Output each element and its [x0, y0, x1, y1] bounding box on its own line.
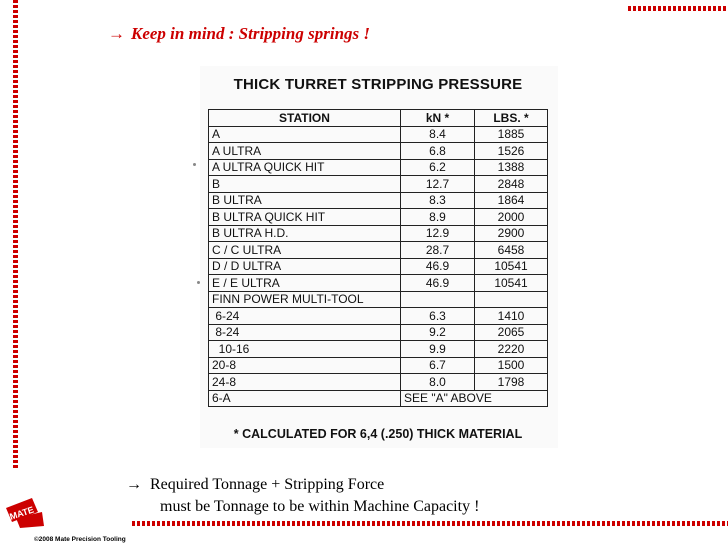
cell-station: 10-16	[209, 341, 401, 358]
cell-station: A ULTRA	[209, 143, 401, 160]
cell-kn: 8.3	[401, 192, 475, 209]
table-header-row	[209, 110, 548, 127]
cell-lbs: 10541	[475, 258, 548, 275]
table-row	[209, 159, 548, 176]
cell-station: 8-24	[209, 324, 401, 341]
cell-lbs: 1864	[475, 192, 548, 209]
table-row	[209, 258, 548, 275]
stripping-pressure-table	[208, 109, 548, 407]
cell-kn: 9.2	[401, 324, 475, 341]
logo-text: MATE	[8, 504, 36, 522]
cell-lbs	[475, 291, 548, 308]
table-row	[209, 291, 548, 308]
scan-speck	[193, 163, 196, 166]
decorative-border-left	[13, 0, 18, 470]
cell-kn: 6.8	[401, 143, 475, 160]
table-row	[209, 143, 548, 160]
cell-station: B ULTRA	[209, 192, 401, 209]
cell-kn: 12.9	[401, 225, 475, 242]
bottom-note-line2: must be Tonnage to be within Machine Capacity !	[160, 498, 480, 515]
table-row	[209, 176, 548, 193]
cell-kn: 8.9	[401, 209, 475, 226]
cell-station: A	[209, 126, 401, 143]
cell-kn: 12.7	[401, 176, 475, 193]
cell-kn: 9.9	[401, 341, 475, 358]
table-row	[209, 275, 548, 292]
mate-logo	[2, 492, 46, 530]
header-station: STATION	[209, 110, 401, 127]
cell-merged-note: SEE "A" ABOVE	[401, 390, 548, 407]
bottom-note	[126, 474, 479, 518]
table-row	[209, 390, 548, 407]
decorative-border-bottom	[132, 521, 728, 526]
table-row	[209, 324, 548, 341]
cell-lbs: 1410	[475, 308, 548, 325]
cell-station: FINN POWER MULTI-TOOL	[209, 291, 401, 308]
table-footnote: * CALCULATED FOR 6,4 (.250) THICK MATERIAL	[233, 427, 523, 441]
table-row	[209, 192, 548, 209]
cell-lbs: 1500	[475, 357, 548, 374]
table-row	[209, 374, 548, 391]
table-body	[209, 126, 548, 407]
scan-speck	[197, 281, 200, 284]
cell-lbs: 1388	[475, 159, 548, 176]
cell-station: B ULTRA H.D.	[209, 225, 401, 242]
cell-station: 24-8	[209, 374, 401, 391]
decorative-border-top	[628, 6, 728, 11]
cell-kn: 8.0	[401, 374, 475, 391]
cell-lbs: 2000	[475, 209, 548, 226]
cell-lbs: 2900	[475, 225, 548, 242]
slide-heading	[108, 24, 370, 44]
cell-kn: 6.3	[401, 308, 475, 325]
copyright-text: ©2008 Mate Precision Tooling	[34, 536, 126, 543]
table-row	[209, 225, 548, 242]
cell-station: C / C ULTRA	[209, 242, 401, 259]
cell-station: 20-8	[209, 357, 401, 374]
cell-kn: 46.9	[401, 258, 475, 275]
table-row	[209, 209, 548, 226]
cell-kn	[401, 291, 475, 308]
cell-kn: 6.7	[401, 357, 475, 374]
cell-lbs: 1885	[475, 126, 548, 143]
cell-kn: 6.2	[401, 159, 475, 176]
cell-station: D / D ULTRA	[209, 258, 401, 275]
arrow-right-icon: →	[108, 24, 125, 43]
cell-station: E / E ULTRA	[209, 275, 401, 292]
cell-lbs: 6458	[475, 242, 548, 259]
table-row	[209, 308, 548, 325]
cell-station: A ULTRA QUICK HIT	[209, 159, 401, 176]
table-title: THICK TURRET STRIPPING PRESSURE	[233, 76, 523, 93]
scanned-table-image	[200, 66, 558, 448]
cell-lbs: 2220	[475, 341, 548, 358]
table-row	[209, 242, 548, 259]
arrow-right-icon: →	[126, 476, 142, 493]
cell-lbs: 10541	[475, 275, 548, 292]
cell-station: B	[209, 176, 401, 193]
table-row	[209, 357, 548, 374]
header-lbs: LBS. *	[475, 110, 548, 127]
header-kn: kN *	[401, 110, 475, 127]
cell-lbs: 2065	[475, 324, 548, 341]
cell-station: B ULTRA QUICK HIT	[209, 209, 401, 226]
bottom-note-line1: Required Tonnage + Stripping Force	[150, 476, 385, 493]
cell-station: 6-24	[209, 308, 401, 325]
table-row	[209, 341, 548, 358]
cell-lbs: 1526	[475, 143, 548, 160]
cell-kn: 8.4	[401, 126, 475, 143]
heading-text: Keep in mind : Stripping springs !	[131, 24, 371, 43]
table-row	[209, 126, 548, 143]
cell-station: 6-A	[209, 390, 401, 407]
cell-lbs: 1798	[475, 374, 548, 391]
cell-kn: 28.7	[401, 242, 475, 259]
cell-kn: 46.9	[401, 275, 475, 292]
cell-lbs: 2848	[475, 176, 548, 193]
